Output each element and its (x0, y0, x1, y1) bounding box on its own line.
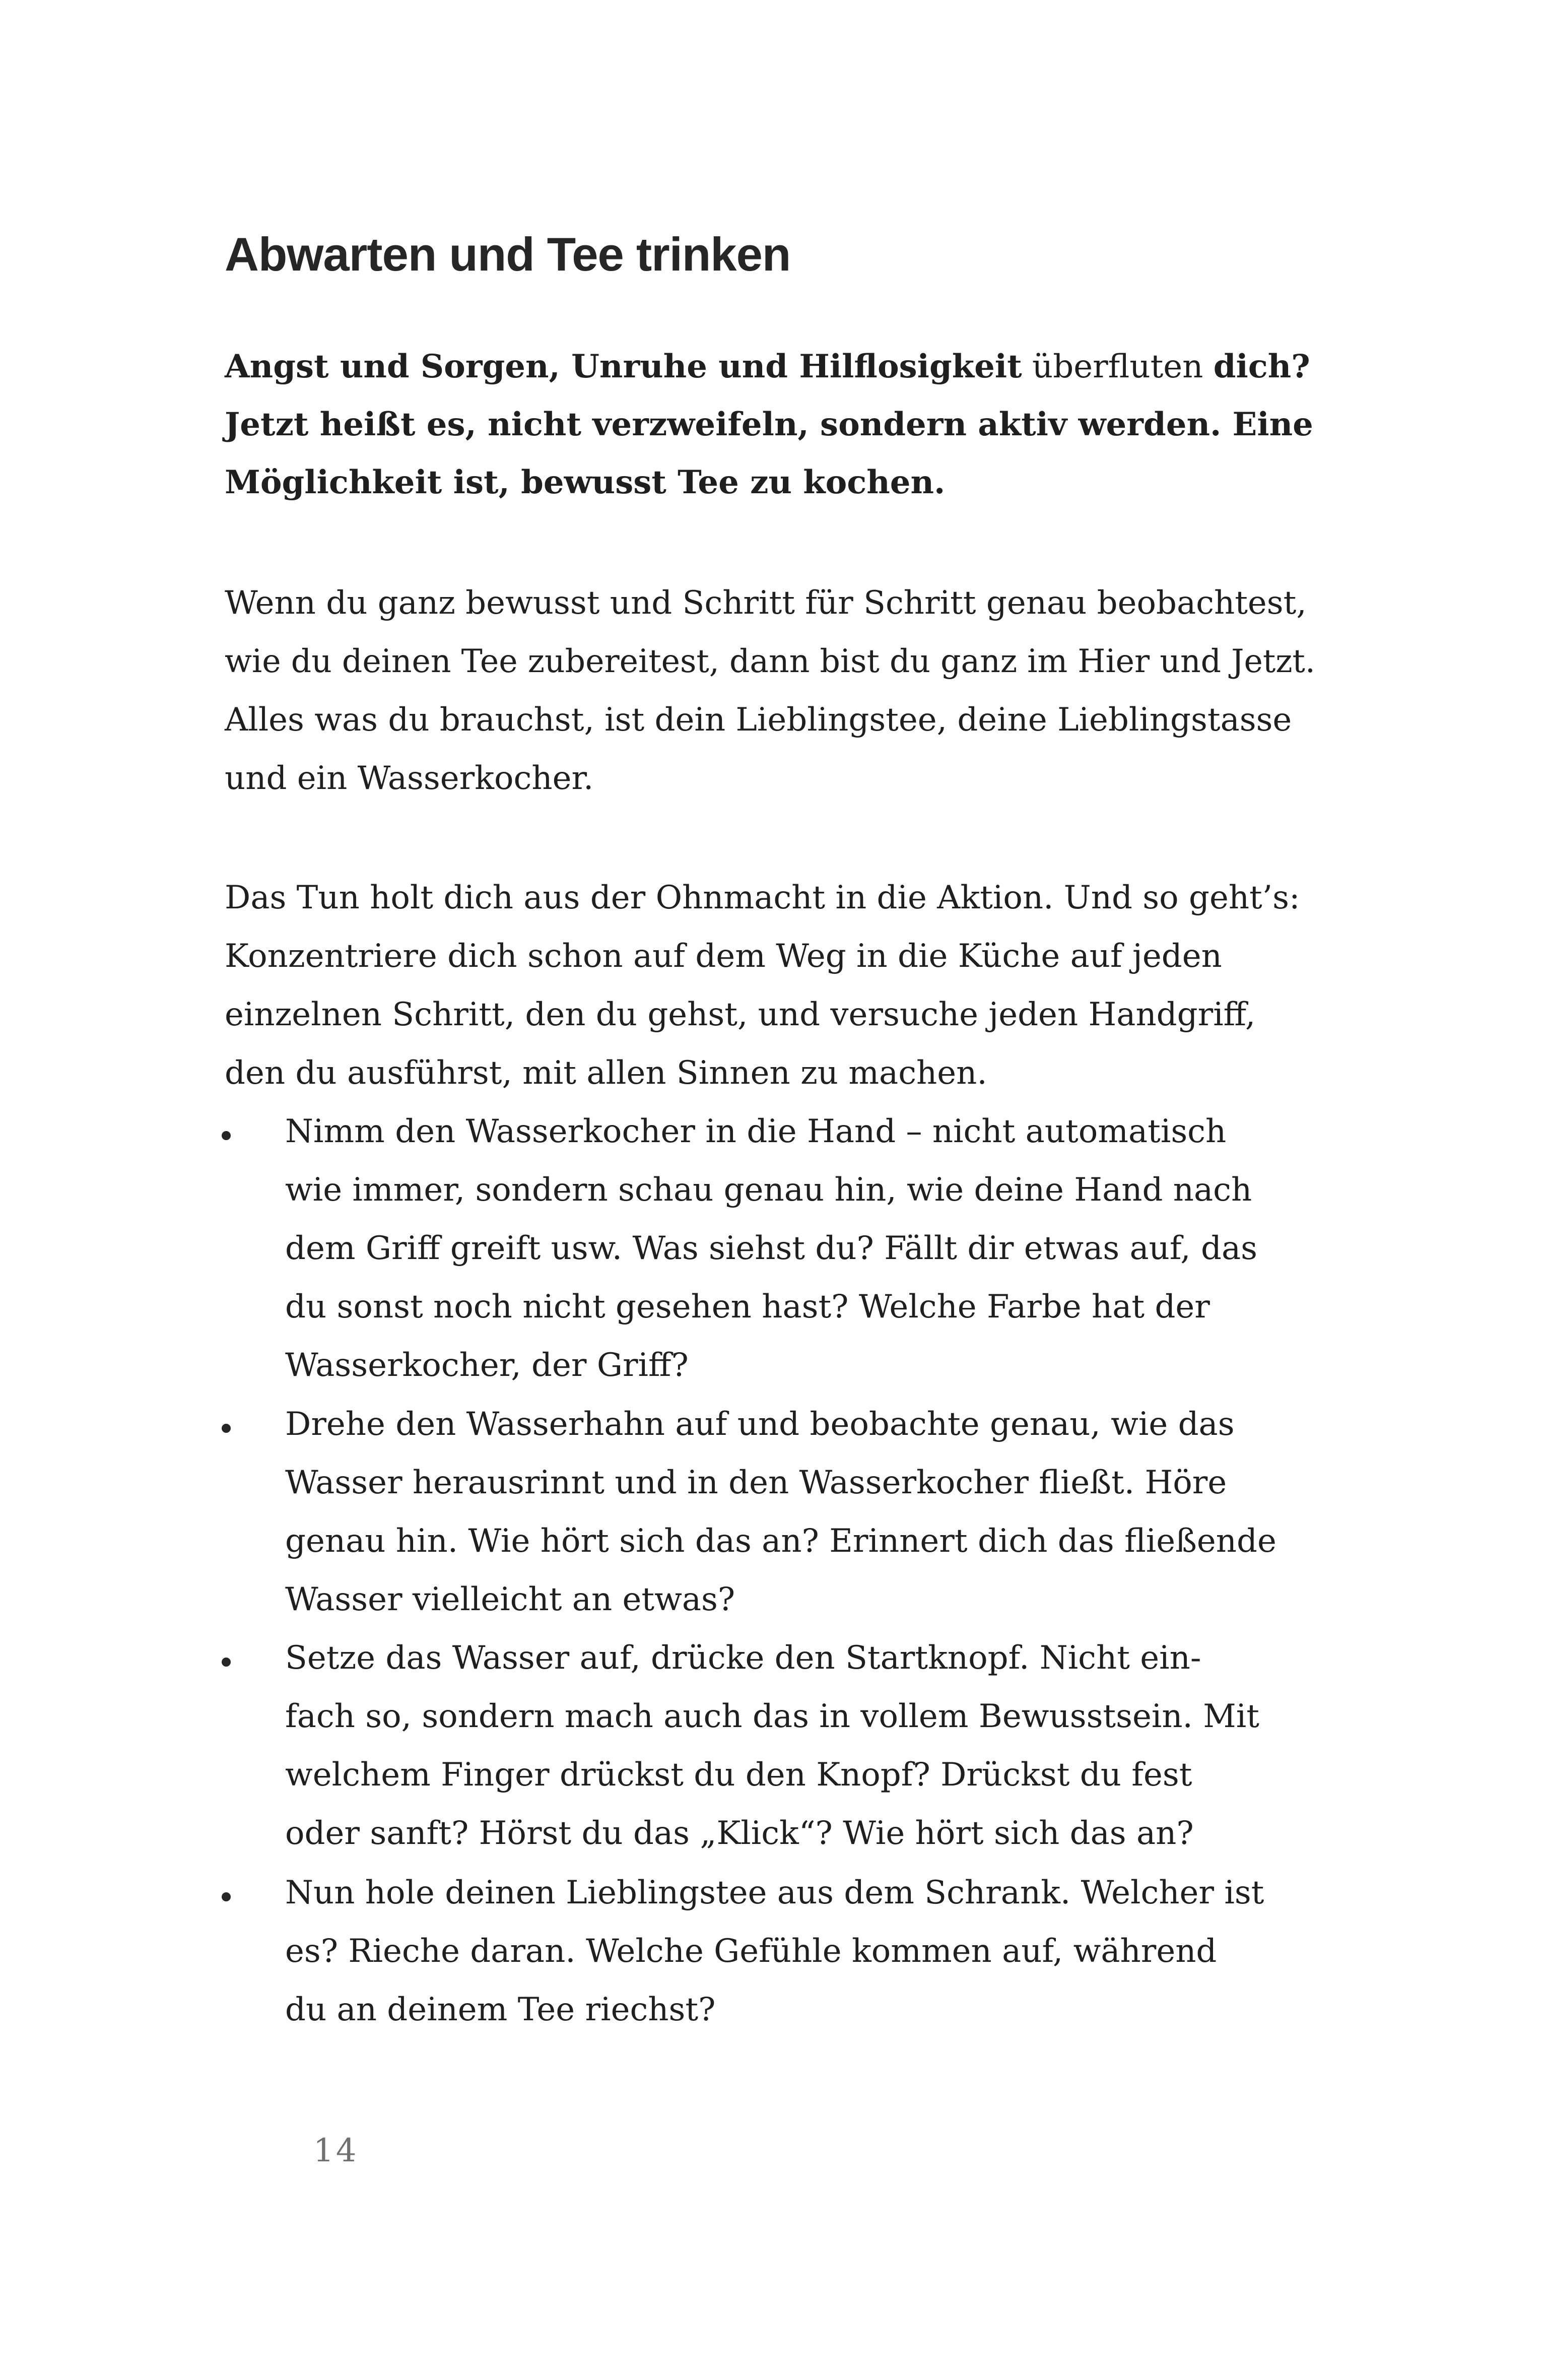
page-number: 14 (313, 2132, 359, 2169)
section-heading: Abwarten und Tee trinken (225, 228, 791, 281)
bullet-3-line-4: oder sanft? Hörst du das „Klick“? Wie hört sich das an? (285, 1815, 1194, 1852)
bullet-3-line-1: Setze das Wasser auf, drücke den Startknopf. Nicht ein- (285, 1639, 1201, 1677)
intro-line-3: Möglichkeit ist, bewusst Tee zu kochen. (225, 464, 946, 501)
intro-line-2: Jetzt heißt es, nicht verzweifeln, sondern aktiv werden. Eine (225, 406, 1313, 443)
paragraph-2-line-2: Konzentriere dich schon auf dem Weg in die Küche auf jeden (225, 938, 1222, 975)
bullet-4-line-3: du an deinem Tee riechst? (285, 1991, 716, 2028)
bullet-dot (222, 1892, 231, 1901)
bullet-2-line-1: Drehe den Wasserhahn auf und beobachte genau, wie das (285, 1406, 1235, 1443)
paragraph-1-line-4: und ein Wasserkocher. (225, 760, 594, 797)
paragraph-2-line-4: den du ausführst, mit allen Sinnen zu machen. (225, 1054, 987, 1092)
bullet-2-line-3: genau hin. Wie hört sich das an? Erinnert dich das fließende (285, 1523, 1276, 1560)
bullet-dot (222, 1131, 231, 1140)
bullet-4-line-2: es? Rieche daran. Welche Gefühle kommen auf, während (285, 1933, 1217, 1970)
intro-line-1 (225, 348, 1310, 385)
paragraph-1-line-1: Wenn du ganz bewusst und Schritt für Schritt genau beobachtest, (225, 584, 1307, 622)
bullet-dot (222, 1424, 231, 1433)
bullet-1-line-5: Wasserkocher, der Griff? (285, 1347, 689, 1384)
bullet-1-line-3: dem Griff greift usw. Was siehst du? Fällt dir etwas auf, das (285, 1230, 1257, 1267)
bullet-3-line-2: fach so, sondern mach auch das in vollem Bewusstsein. Mit (285, 1698, 1259, 1735)
paragraph-1-line-2: wie du deinen Tee zubereitest, dann bist du ganz im Hier und Jetzt. (225, 643, 1315, 680)
paragraph-1-line-3: Alles was du brauchst, ist dein Lieblingstee, deine Lieblingstasse (225, 701, 1292, 739)
bullet-2-line-4: Wasser vielleicht an etwas? (285, 1581, 735, 1618)
intro-bold-part-1: Angst und Sorgen, Unruhe und Hilflosigkeit (225, 348, 1022, 385)
paragraph-2-line-3: einzelnen Schritt, den du gehst, und versuche jeden Handgriff, (225, 996, 1256, 1033)
bullet-1-line-2: wie immer, sondern schau genau hin, wie deine Hand nach (285, 1171, 1252, 1209)
bullet-dot (222, 1658, 231, 1667)
bullet-1-line-1: Nimm den Wasserkocher in die Hand – nicht automatisch (285, 1113, 1227, 1150)
intro-normal-part: überfluten (1032, 348, 1203, 385)
bullet-4-line-1: Nun hole deinen Lieblingstee aus dem Schrank. Welcher ist (285, 1874, 1264, 1911)
bullet-1-line-4: du sonst noch nicht gesehen hast? Welche Farbe hat der (285, 1288, 1210, 1326)
bullet-2-line-2: Wasser herausrinnt und in den Wasserkocher fließt. Höre (285, 1464, 1227, 1501)
intro-bold-part-2: dich? (1213, 348, 1310, 385)
bullet-3-line-3: welchem Finger drückst du den Knopf? Drückst du fest (285, 1756, 1192, 1794)
paragraph-2-line-1: Das Tun holt dich aus der Ohnmacht in die Aktion. Und so geht’s: (225, 879, 1300, 916)
